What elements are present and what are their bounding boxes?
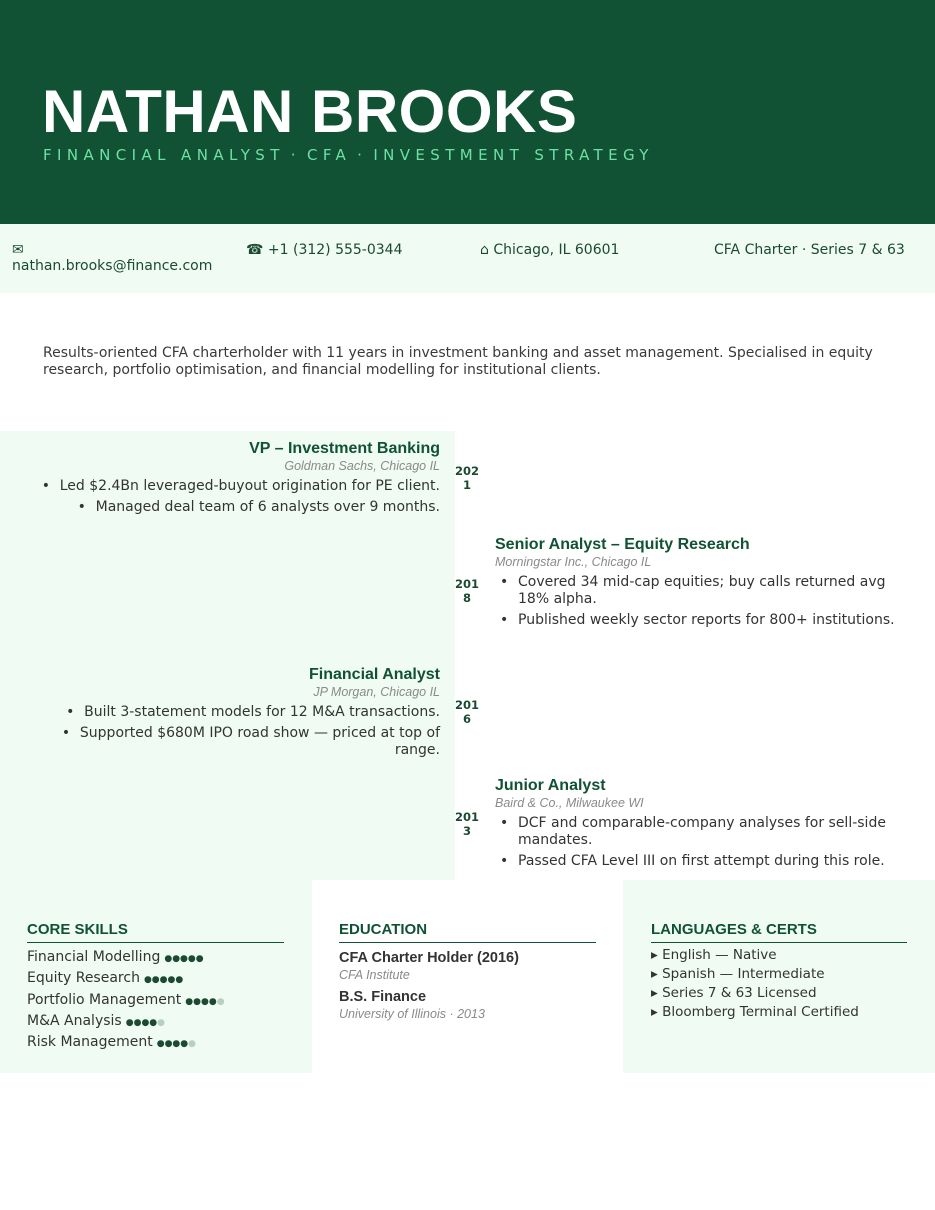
contact-bar <box>0 224 935 293</box>
tagline-credential: CFA <box>306 146 352 164</box>
timeline-year: 2021 <box>455 464 480 492</box>
bottom-sections <box>0 880 935 1073</box>
contact-email[interactable] <box>12 242 212 274</box>
job-bullets <box>40 704 440 759</box>
rating-dot-filled-icon: ● <box>187 954 196 964</box>
job-bullet: • Led $2.4Bn leveraged-buyout origination for PE client. <box>40 478 440 495</box>
rating-dot-filled-icon: ● <box>180 1039 189 1050</box>
education-degree: B.S. Finance <box>339 989 427 1005</box>
job-title: Junior Analyst <box>495 777 606 794</box>
job-company: Goldman Sachs, Chicago IL <box>284 459 440 473</box>
rating-dot-filled-icon: ● <box>195 954 204 964</box>
job-company: Baird & Co., Milwaukee WI <box>495 796 644 810</box>
timeline-year: 2016 <box>455 698 480 726</box>
rating-dot-filled-icon: ● <box>156 1039 165 1050</box>
rating-dot-filled-icon: ● <box>149 1017 158 1028</box>
job-bullet: • Supported $680M IPO road show — priced at top of range. <box>40 725 440 759</box>
tagline-separator: · <box>357 146 368 164</box>
email-address[interactable]: nathan.brooks@finance.com <box>12 258 213 274</box>
skill-name: Risk Management <box>27 1034 153 1051</box>
job-title: Financial Analyst <box>309 666 440 683</box>
skill-name: Portfolio Management <box>27 991 182 1008</box>
skill-item <box>27 1012 297 1033</box>
rating-dot-filled-icon: ● <box>151 975 160 986</box>
section-title: EDUCATION <box>339 921 596 943</box>
skill-name: M&A Analysis <box>27 1012 122 1029</box>
education-school: CFA Institute <box>339 968 410 982</box>
rating-dot-empty-icon: ● <box>157 1017 166 1028</box>
job-bullet: • DCF and comparable-company analyses for sell-side mandates. <box>495 815 905 849</box>
language-item: ▸ Bloomberg Terminal Certified <box>651 1004 859 1020</box>
experience-entry <box>40 666 440 763</box>
skills-section <box>0 880 312 1073</box>
job-title: VP – Investment Banking <box>249 440 440 457</box>
rating-dot-filled-icon: ● <box>172 954 181 964</box>
rating-dot-filled-icon: ● <box>159 975 168 986</box>
skill-item <box>27 1033 297 1054</box>
experience-entry <box>495 777 905 874</box>
job-title: Senior Analyst – Equity Research <box>495 536 750 553</box>
rating-dot-filled-icon: ● <box>175 975 184 986</box>
rating-dot-filled-icon: ● <box>143 975 152 986</box>
skill-rating <box>144 975 183 985</box>
contact-location: ⌂ Chicago, IL 60601 <box>480 242 620 258</box>
candidate-name: NATHAN BROOKS <box>42 78 578 145</box>
skill-rating <box>164 954 203 964</box>
rating-dot-filled-icon: ● <box>167 975 176 986</box>
job-bullets <box>495 574 905 629</box>
rating-dot-filled-icon: ● <box>133 1017 142 1028</box>
tagline-role: FINANCIAL ANALYST <box>43 146 285 164</box>
skill-rating <box>157 1039 196 1049</box>
timeline-year: 2018 <box>455 577 480 605</box>
rating-dot-empty-icon: ● <box>188 1039 196 1050</box>
rating-dot-filled-icon: ● <box>164 1039 173 1050</box>
job-bullet: • Published weekly sector reports for 800+ institutions. <box>495 612 905 629</box>
candidate-tagline <box>43 146 654 164</box>
timeline-band <box>0 535 455 657</box>
rating-dot-filled-icon: ● <box>172 1039 181 1050</box>
languages-list <box>651 946 921 1022</box>
languages-certs-section <box>623 880 935 1073</box>
contact-phone[interactable]: ☎ +1 (312) 555-0344 <box>246 242 403 258</box>
skills-list <box>27 948 297 1054</box>
language-item: ▸ English — Native <box>651 947 777 963</box>
timeline-year: 2013 <box>455 810 480 838</box>
rating-dot-filled-icon: ● <box>164 954 173 964</box>
rating-dot-empty-icon: ● <box>216 996 225 1007</box>
experience-entry <box>495 536 905 633</box>
job-bullet: • Built 3-statement models for 12 M&A transactions. <box>40 704 440 721</box>
job-bullet: • Passed CFA Level III on first attempt during this role. <box>495 853 905 870</box>
skill-rating <box>185 997 224 1007</box>
tagline-focus: INVESTMENT STRATEGY <box>373 146 654 164</box>
section-title: LANGUAGES & CERTS <box>651 921 907 943</box>
skill-rating <box>126 1018 165 1028</box>
job-bullet: • Managed deal team of 6 analysts over 9 months. <box>40 499 440 516</box>
rating-dot-filled-icon: ● <box>208 996 217 1007</box>
education-school: University of Illinois · 2013 <box>339 1007 485 1021</box>
skill-name: Equity Research <box>27 970 140 987</box>
job-bullets <box>495 815 905 870</box>
job-company: JP Morgan, Chicago IL <box>313 685 440 699</box>
education-section <box>312 880 623 1073</box>
skill-item <box>27 991 297 1012</box>
rating-dot-filled-icon: ● <box>201 996 209 1007</box>
skill-item <box>27 948 297 969</box>
experience-entry <box>40 440 440 520</box>
rating-dot-filled-icon: ● <box>193 996 201 1007</box>
contact-credentials: CFA Charter · Series 7 & 63 <box>714 242 905 258</box>
rating-dot-filled-icon: ● <box>141 1017 150 1028</box>
envelope-icon: ✉ <box>12 242 24 258</box>
resume-header <box>0 0 935 224</box>
job-bullet: • Covered 34 mid-cap equities; buy calls returned avg 18% alpha. <box>495 574 905 608</box>
job-bullets <box>40 478 440 516</box>
language-item: ▸ Spanish — Intermediate <box>651 966 825 982</box>
education-list <box>339 949 609 1027</box>
timeline-band <box>0 767 455 880</box>
rating-dot-filled-icon: ● <box>180 954 188 964</box>
rating-dot-filled-icon: ● <box>125 1017 134 1028</box>
skill-name: Financial Modelling <box>27 949 161 965</box>
education-degree: CFA Charter Holder (2016) <box>339 950 519 966</box>
skill-item <box>27 969 297 990</box>
section-title: CORE SKILLS <box>27 921 284 943</box>
language-item: ▸ Series 7 & 63 Licensed <box>651 985 817 1001</box>
job-company: Morningstar Inc., Chicago IL <box>495 555 652 569</box>
rating-dot-filled-icon: ● <box>185 996 194 1007</box>
professional-summary: Results-oriented CFA charterholder with 11 years in investment banking and asset management. Specialised in equity research, portfolio optimisation, and financial modelling for institutional clients. <box>43 345 873 378</box>
tagline-separator: · <box>290 146 301 164</box>
